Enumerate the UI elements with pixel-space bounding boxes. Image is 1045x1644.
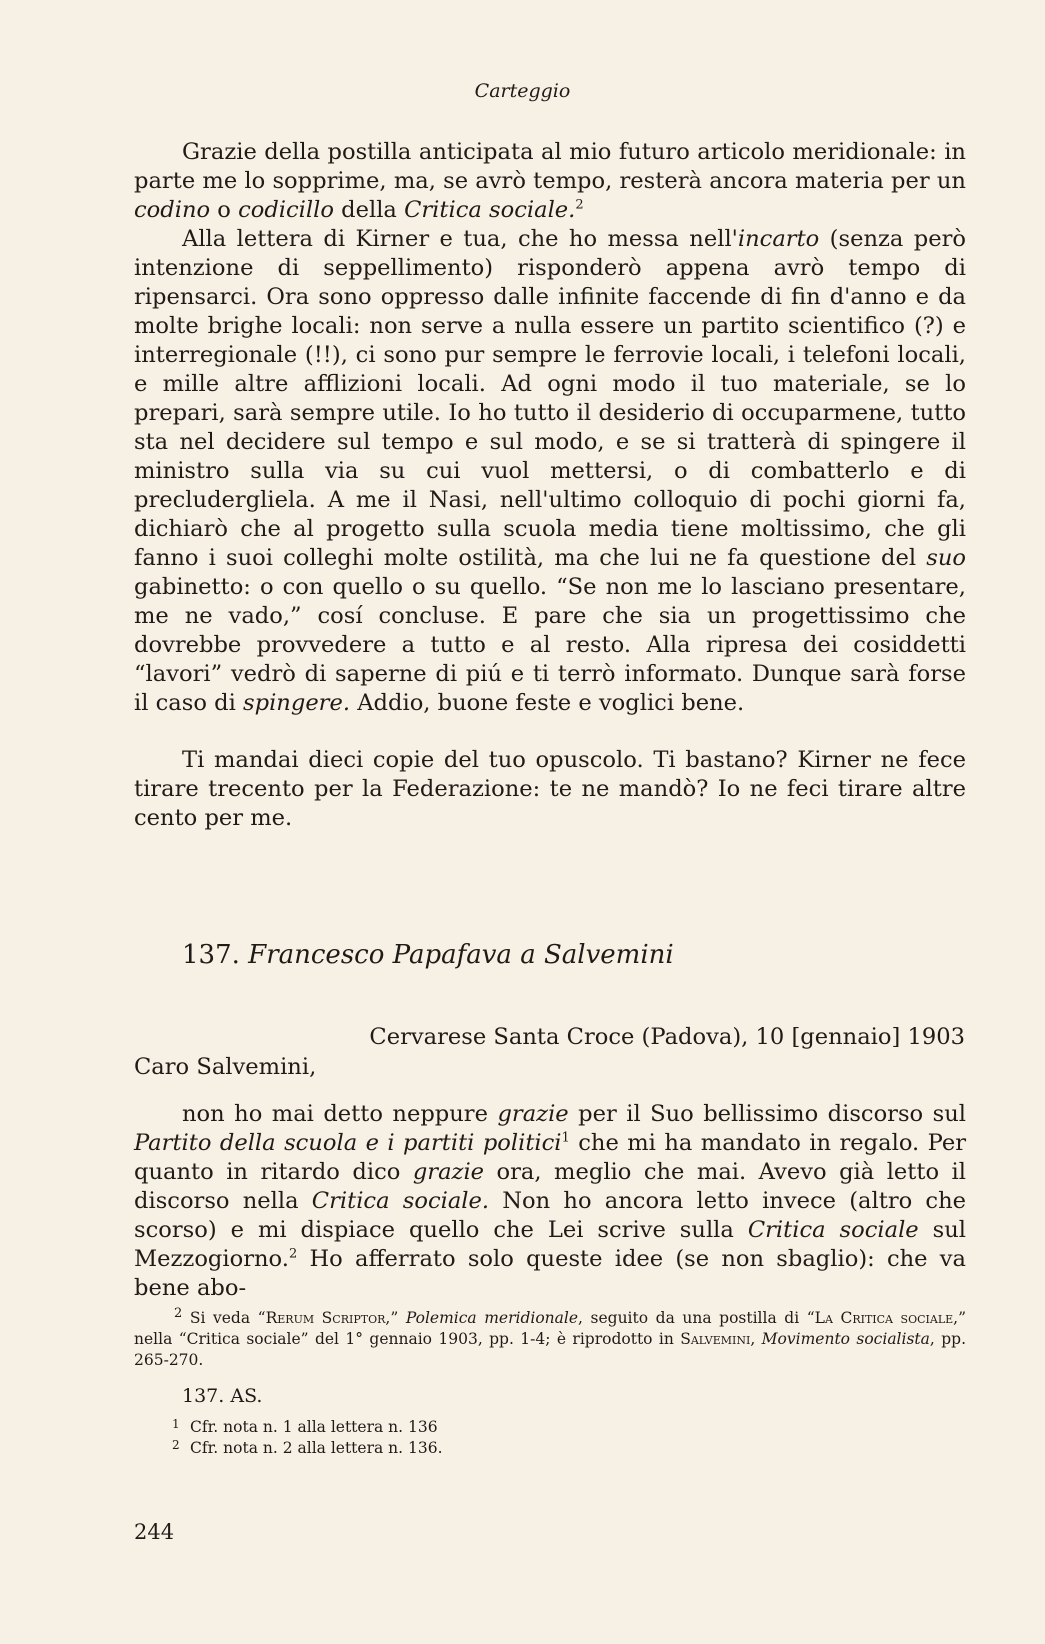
footnote-ref: 1: [561, 1130, 570, 1146]
salutation: Caro Salvemini,: [134, 1054, 317, 1080]
letter-heading: [182, 940, 674, 970]
letter-title: Francesco Papafava a Salvemini: [248, 940, 674, 970]
footnote-source-heading: 137. AS.: [182, 1385, 263, 1407]
letter-137-body: [134, 1100, 966, 1303]
page-number: 244: [134, 1520, 175, 1544]
place-date: Cervarese Santa Croce (Padova), 10 [gennaio] 1903: [369, 1024, 965, 1050]
footnote: 1 Cfr. nota n. 1 alla lettera n. 136: [172, 1417, 438, 1436]
footnote-marker: 2: [174, 1305, 183, 1321]
letter-number: 137.: [182, 940, 240, 970]
footnote-ref: 2: [288, 1246, 298, 1262]
postscript: [134, 746, 966, 833]
paragraph: Alla lettera di Kirner e tua, che ho messa nell'incarto (senza però intenzione di seppellimento) risponderò appena avrò tempo di ripensarci. Ora sono oppresso dalle infinite faccende di fin d'anno e da molte brighe locali: non serve a nulla essere un partito scientifico (?) e interregionale (!!), ci sono pur sempre le ferrovie locali, i telefoni locali, e mille altre afflizioni locali. Ad ogni modo il tuo materiale, se lo prepari, sarà sempre utile. Io ho tutto il desiderio di occuparmene, tutto sta nel decidere sul tempo e sul modo, e se si tratterà di spingere il ministro sulla via su cui vuol mettersi, o di combatterlo e di precludergliela. A me il Nasi, nell'ultimo colloquio di pochi giorni fa, dichiarò che al progetto sulla scuola media tiene moltissimo, che gli fanno i suoi colleghi molte ostilità, ma che lui ne fa questione del suo gabinetto: o con quello o su quello. “Se non me lo lasciano presentare, me ne vado,” cosí concluse. E pare che sia un progettissimo che dovrebbe provvedere a tutto e al resto. Alla ripresa dei cosiddetti “lavori” vedrò di saperne di piú e ti terrò informato. Dunque sarà forse il caso di spingere. Addio, buone feste e voglici bene.: [134, 226, 967, 716]
paragraph: Grazie della postilla anticipata al mio futuro articolo meridionale: in parte me lo sopprime, ma, se avrò tempo, resterà ancora materia per un codino o codicillo della Critica sociale.$^2$: [134, 139, 966, 223]
running-header: Carteggio: [474, 80, 571, 102]
paragraph: non ho mai detto neppure grazie per il Suo bellissimo discorso sul Partito della scuola e i partiti politici$^1$ che mi ha mandato in regalo. Per quanto in ritardo dico grazie ora, meglio che mai. Avevo già letto il discorso nella Critica sociale. Non ho ancora letto invece (altro che scorso) e mi dispiace quello che Lei scrive sulla Critica sociale sul Mezzogiorno.$^2$ Ho afferrato solo queste idee (se non sbaglio): che va bene abo-: [134, 1101, 966, 1301]
footnote: 2 Cfr. nota n. 2 alla lettera n. 136.: [172, 1438, 443, 1457]
paragraph: Ti mandai dieci copie del tuo opuscolo. Ti bastano? Kirner ne fece tirare trecento per la Federazione: te ne mandò? Io ne feci tirare altre cento per me.: [134, 747, 966, 831]
footnote-ref: 2: [575, 197, 584, 213]
footnote-prev-letter: $^2$ Si veda “Rerum Scriptor,” Polemica meridionale, seguito da una postilla di “La Critica sociale,” nella “Critica sociale” del 1° gennaio 1903, pp. 1-4; è riprodotto in Salvemini, Movimento socialista, pp. 265-270.: [134, 1305, 967, 1369]
letter-136-closing: [134, 138, 966, 718]
